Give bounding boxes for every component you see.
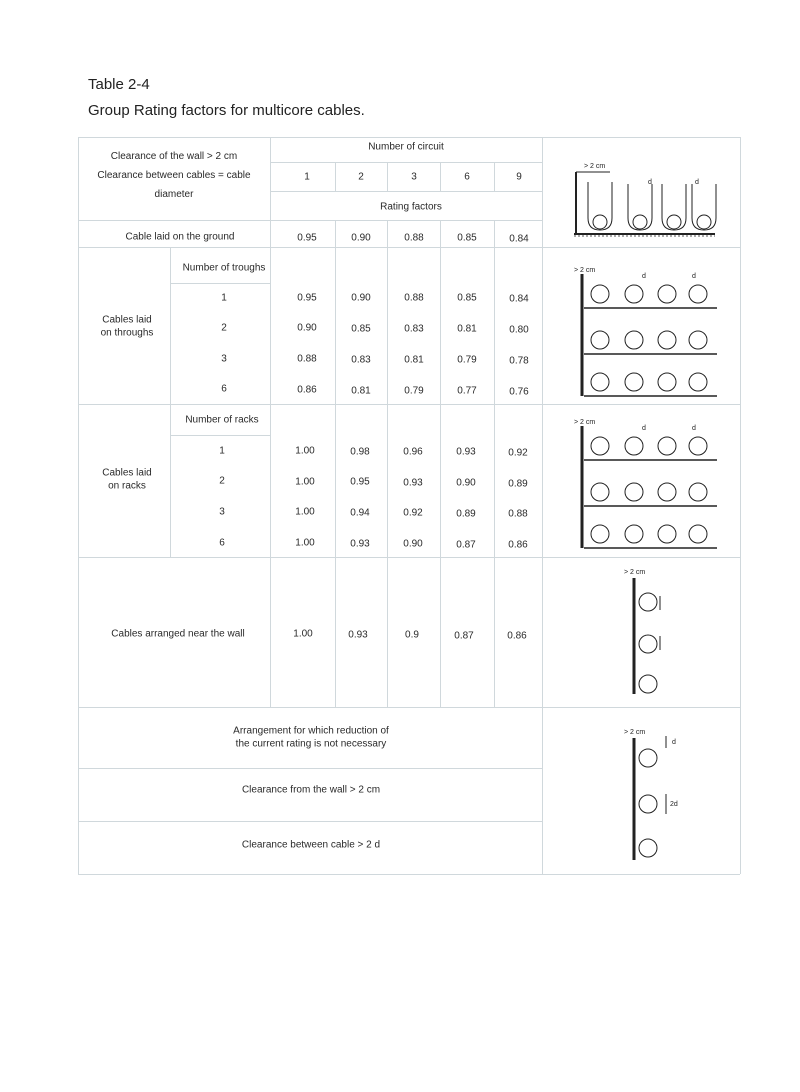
table-cell: 0.93 [348, 629, 368, 641]
table-cell: 0.81 [351, 385, 371, 397]
gt2cm-label: > 2 cm [574, 419, 596, 426]
wall-diagram [618, 566, 688, 696]
table-cell: 0.96 [403, 446, 423, 458]
table-cell: 0.78 [509, 355, 529, 367]
table-cell: 0.79 [457, 354, 477, 366]
gt2cm-label: > 2 cm [584, 163, 606, 170]
circuit-header: 6 [464, 171, 470, 183]
row-number: 6 [221, 383, 227, 395]
d-label: d [648, 179, 652, 186]
racks-subheader: Number of racks [185, 414, 259, 426]
table-cell: 0.83 [351, 354, 371, 366]
table-cell: 0.88 [404, 232, 424, 244]
header-diameter: diameter [154, 189, 194, 200]
table-cell: 0.80 [509, 324, 529, 336]
row-number: 2 [221, 322, 227, 334]
table-cell: 0.77 [457, 385, 477, 397]
footer-clearance-wall: Clearance from the wall > 2 cm [241, 784, 381, 796]
table-cell: 0.92 [403, 507, 423, 519]
row-number: 6 [219, 537, 225, 549]
header-rating-factors: Rating factors [380, 201, 442, 213]
table-cell: 0.85 [457, 232, 477, 244]
circuit-header: 2 [358, 171, 364, 183]
d-label: d [695, 179, 699, 186]
table-cell: 0.84 [509, 293, 529, 305]
table-cell: 0.88 [404, 292, 424, 304]
table-cell: 0.92 [508, 447, 528, 459]
table-cell: 0.90 [351, 232, 371, 244]
header-clearance-cables: Clearance between cables = cable [97, 170, 251, 181]
table-cell: 0.89 [456, 508, 476, 520]
troughs-label-line1: Cables laid [102, 314, 152, 326]
d-label: d [672, 739, 676, 746]
header-number-of-circuit: Number of circuit [368, 141, 444, 153]
table-cell: 0.84 [509, 233, 529, 245]
table-cell: 1.00 [293, 628, 313, 640]
troughs-subheader: Number of troughs [182, 262, 266, 274]
table-cell: 0.90 [297, 322, 317, 334]
circuit-header: 1 [304, 171, 310, 183]
table-cell: 1.00 [295, 445, 315, 457]
row-number: 3 [221, 353, 227, 365]
troughs-diagram [572, 264, 722, 404]
footer-arrangement-line2: the current rating is not necessary [235, 738, 387, 750]
circuit-header: 3 [411, 171, 417, 183]
table-cell: 1.00 [295, 537, 315, 549]
table-cell: 0.93 [456, 446, 476, 458]
table-cell: 0.90 [456, 477, 476, 489]
no-reduction-diagram [618, 724, 688, 864]
table-cell: 0.86 [508, 539, 528, 551]
footer-clearance-cable: Clearance between cable > 2 d [241, 839, 381, 851]
table-cell: 1.00 [295, 506, 315, 518]
wall-label: Cables arranged near the wall [111, 628, 245, 640]
table-cell: 0.88 [297, 353, 317, 365]
table-cell: 0.86 [507, 630, 527, 642]
table-cell: 0.76 [509, 386, 529, 398]
table-cell: 0.81 [457, 323, 477, 335]
table-cell: 0.83 [404, 323, 424, 335]
table-cell: 0.93 [350, 538, 370, 550]
table-cell: 0.9 [405, 629, 419, 641]
row-number: 1 [221, 292, 227, 304]
table-cell: 0.87 [454, 630, 474, 642]
table-cell: 0.94 [350, 507, 370, 519]
racks-diagram [572, 416, 722, 556]
row-number: 3 [219, 506, 225, 518]
ground-label: Cable laid on the ground [125, 231, 235, 243]
table-cell: 0.88 [508, 508, 528, 520]
d-label: d [642, 273, 646, 280]
table-cell: 0.90 [403, 538, 423, 550]
table-cell: 0.90 [351, 292, 371, 304]
footer-arrangement-line1: Arrangement for which reduction of [233, 725, 389, 737]
table-cell: 0.98 [350, 446, 370, 458]
circuit-header: 9 [516, 171, 522, 183]
table-cell: 0.87 [456, 539, 476, 551]
table-cell: 0.79 [404, 385, 424, 397]
troughs-label-line2: on throughs [100, 327, 154, 339]
table-cell: 0.93 [403, 477, 423, 489]
table-cell: 0.85 [351, 323, 371, 335]
racks-label-line2: on racks [108, 480, 146, 492]
row-number: 1 [219, 445, 225, 457]
table-title: Group Rating factors for multicore cables. [88, 102, 365, 119]
gt2cm-label: > 2 cm [624, 729, 646, 736]
table-cell: 0.86 [297, 384, 317, 396]
gt2cm-label: > 2 cm [624, 569, 646, 576]
2d-label: 2d [670, 801, 678, 808]
table-label: Table 2-4 [88, 76, 150, 93]
table-cell: 0.89 [508, 478, 528, 490]
row-number: 2 [219, 475, 225, 487]
table-cell: 0.95 [350, 476, 370, 488]
d-label: d [642, 425, 646, 432]
header-clearance-wall: Clearance of the wall > 2 cm [110, 151, 238, 162]
gt2cm-label: > 2 cm [574, 267, 596, 274]
d-label: d [692, 425, 696, 432]
ground-diagram [570, 158, 720, 240]
trough-group [588, 182, 716, 230]
racks-label-line1: Cables laid [102, 467, 152, 479]
table-cell: 0.85 [457, 292, 477, 304]
table-cell: 0.95 [297, 292, 317, 304]
table-cell: 1.00 [295, 476, 315, 488]
table-cell: 0.95 [297, 232, 317, 244]
table-cell: 0.81 [404, 354, 424, 366]
d-label: d [692, 273, 696, 280]
